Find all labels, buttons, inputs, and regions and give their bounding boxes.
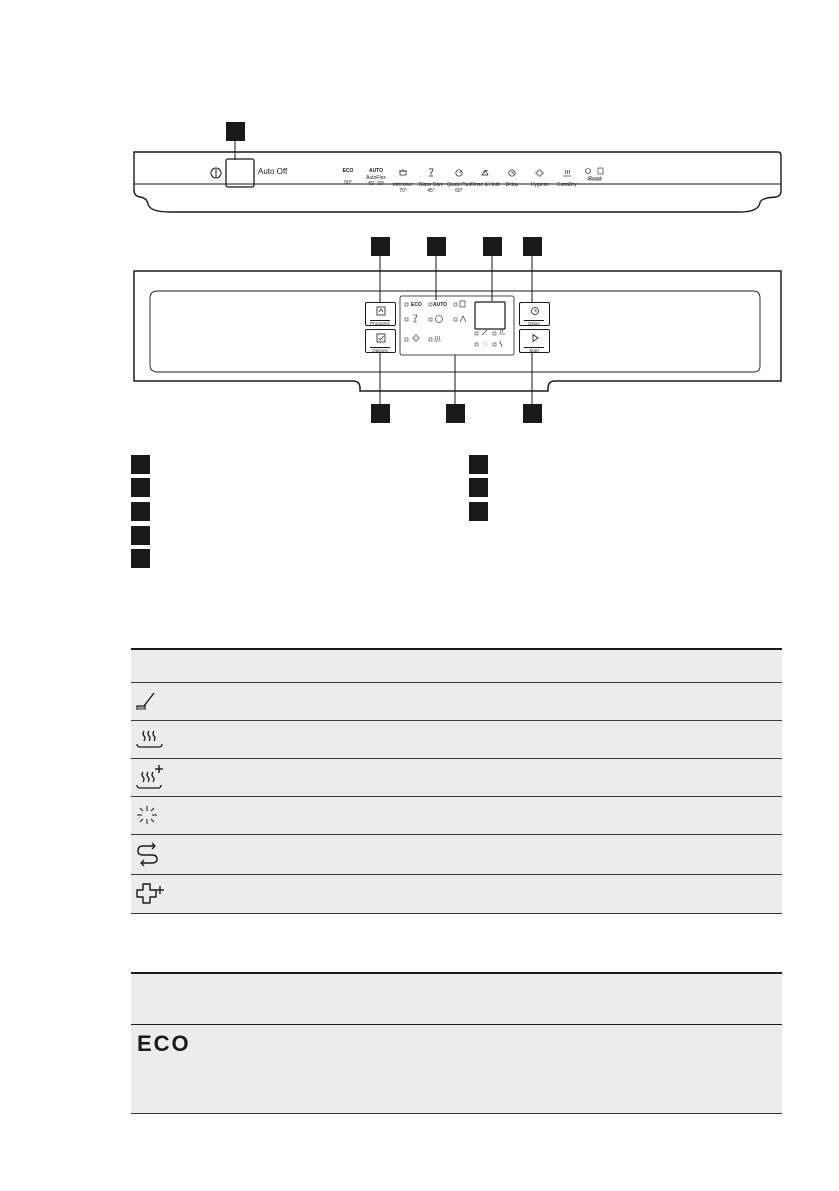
prog-auto-sub: AutoFlex	[366, 175, 386, 181]
programs-label: Programs	[370, 321, 390, 326]
table1-row	[131, 834, 782, 874]
table1-row	[131, 796, 782, 834]
table1-row	[131, 874, 782, 914]
prog-intensive-temp: 70°	[399, 188, 407, 194]
prog-intensive-name: Intensive	[392, 182, 413, 188]
delay-label: Delay	[524, 320, 544, 326]
prog-reset-name: Reset	[588, 176, 602, 182]
auto-off-label: Auto Off	[258, 167, 288, 176]
table1-row	[131, 720, 782, 758]
table1-row	[131, 758, 782, 796]
legend-marker-4	[131, 526, 150, 545]
options-icon	[376, 333, 386, 343]
prog-eco-temp: 50°	[344, 180, 352, 186]
delay-button[interactable]	[519, 302, 550, 326]
prog-eco-name: ECO	[342, 168, 354, 174]
legend-marker-8	[469, 502, 488, 521]
prog-rinse-hold-name: Rinse & Hold	[470, 182, 500, 188]
prog-quick-plus-temp: 60°	[455, 188, 463, 194]
prog-auto-temp: 45°-70°	[367, 181, 385, 187]
prog-glass-care-temp: 45°	[427, 188, 435, 194]
programs-button[interactable]	[365, 302, 396, 326]
start-button[interactable]	[519, 329, 550, 353]
indicator-auto-label: AUTO	[433, 302, 448, 308]
indicator-eco-label: ECO	[411, 302, 422, 308]
steam-icon	[135, 727, 165, 751]
loop-arrow-icon	[135, 841, 161, 867]
legend-marker-3	[131, 502, 150, 521]
table2-row	[131, 1024, 782, 1114]
indicator-icons	[400, 296, 514, 355]
hygiene-plus-icon	[135, 880, 167, 908]
legend-marker-7	[469, 478, 488, 497]
prog-auto-name: AUTO	[368, 168, 384, 174]
brush-icon	[135, 690, 161, 712]
clock-icon	[530, 306, 540, 316]
table2-header	[131, 972, 782, 1025]
eco-row-label: ECO	[137, 1031, 191, 1056]
legend-marker-5	[131, 549, 150, 568]
options-label: Options	[370, 347, 390, 353]
legend-marker-6	[469, 455, 488, 474]
options-button[interactable]	[365, 329, 396, 353]
programs-icon	[376, 306, 386, 316]
table1-row	[131, 682, 782, 720]
prog-quick-plus-name: Quick Plus	[447, 182, 471, 188]
steam-plus-icon	[135, 763, 167, 791]
legend-marker-1	[131, 455, 150, 474]
sparkle-icon	[135, 804, 159, 828]
play-icon	[530, 333, 540, 343]
prog-hygiene-name: Hygiene	[530, 182, 550, 188]
prog-extradry-name: ExtraDry	[557, 182, 577, 188]
inner-control-panel	[0, 0, 839, 420]
prog-delay-name: Delay	[505, 182, 519, 188]
legend-marker-2	[131, 478, 150, 497]
prog-glass-care-name: Glass Care	[418, 182, 444, 188]
start-label: Start	[524, 347, 544, 353]
table1-header	[131, 648, 782, 683]
